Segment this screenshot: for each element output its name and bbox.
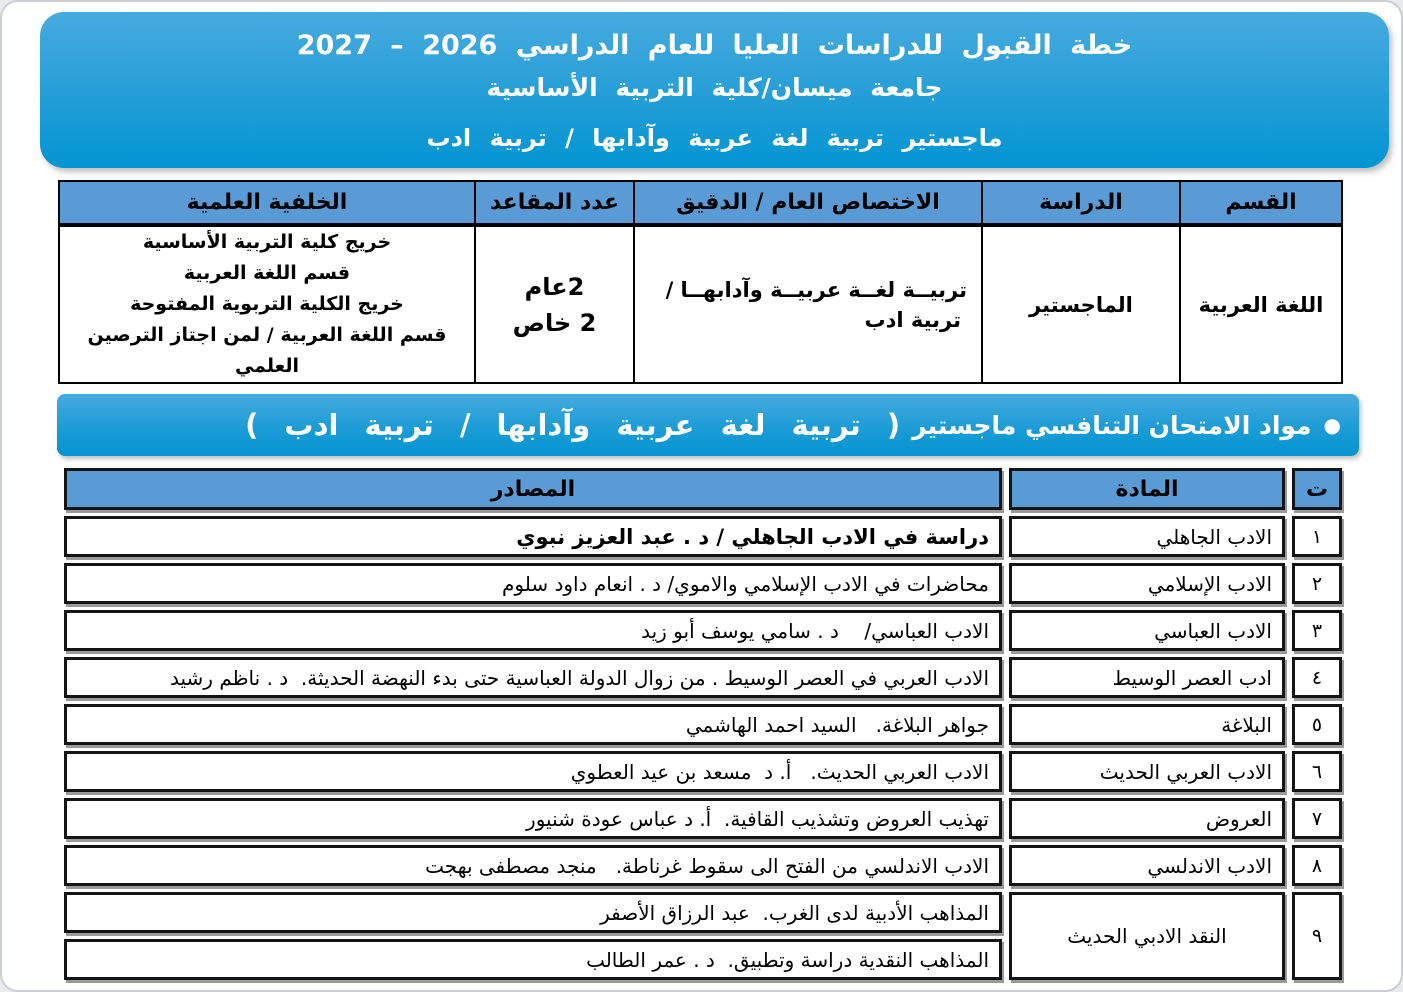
cell-department: اللغة العربية [1180, 225, 1342, 383]
row-number: ٨ [1292, 845, 1342, 886]
row-number: ٧ [1292, 798, 1342, 839]
table-row [64, 563, 1342, 604]
exam-subjects-banner [57, 394, 1359, 456]
source-cell: تهذيب العروض وتشذيب القافية. أ. د عباس عودة شنيور [64, 798, 1002, 839]
row-number: ٩ [1292, 892, 1342, 980]
bullet-icon: ● [1323, 413, 1341, 437]
row-number: ٥ [1292, 704, 1342, 745]
title-line-university: جامعة ميسان/كلية التربية الأساسية [486, 73, 943, 102]
table-row [64, 798, 1342, 839]
source-cell: محاضرات في الادب الإسلامي والاموي/ د . انعام داود سلوم [64, 563, 1002, 604]
header-specialization: الاختصاص العام / الدقيق [634, 181, 982, 225]
subject-cell: الادب الاندلسي [1009, 845, 1285, 886]
source-cell: المذاهب الأدبية لدى الغرب. عبد الرزاق الأصفر [64, 892, 1002, 933]
admission-table-header-row [59, 181, 1342, 225]
subject-cell: العروض [1009, 798, 1285, 839]
background-line-3: خريج الكلية التربوية المفتوحة [130, 293, 404, 315]
sources-table-header-row [64, 468, 1342, 510]
subject-cell: الادب الإسلامي [1009, 563, 1285, 604]
table-row [64, 657, 1342, 698]
header-subject: المادة [1009, 468, 1285, 510]
background-line-2: قسم اللغة العربية [183, 262, 351, 284]
background-line-4: قسم اللغة العربية / لمن اجتاز الترصين العلمي [87, 324, 447, 377]
source-cell: جواهر البلاغة. السيد احمد الهاشمي [64, 704, 1002, 745]
title-line-plan: خطة القبول للدراسات العليا للعام الدراسي 2026 – 2027 [296, 30, 1133, 61]
title-line-program: ماجستير تربية لغة عربية وآدابها / تربية ادب [426, 124, 1003, 152]
source-cell: الادب العربي في العصر الوسيط . من زوال الدولة العباسية حتى بدء النهضة الحديثة. د . ناظم رشيد [64, 657, 1002, 698]
source-cell: الادب العربي الحديث. أ. د مسعد بن عيد العطوي [64, 751, 1002, 792]
specialization-line1: تربيــة لغــة عربيــة وآدابهــا / [665, 277, 967, 302]
row-number: ٣ [1292, 610, 1342, 651]
cell-study: الماجستير [982, 225, 1180, 383]
cell-seats [475, 225, 634, 383]
specialization-line2: تربية ادب [864, 307, 961, 332]
subject-cell: الادب العربي الحديث [1009, 751, 1285, 792]
exam-banner-label: مواد الامتحان التنافسي ماجستير [912, 410, 1312, 440]
source-cell: الادب الاندلسي من الفتح الى سقوط غرناطة. منجد مصطفى بهجت [64, 845, 1002, 886]
admission-table [58, 180, 1343, 384]
table-row [64, 704, 1342, 745]
header-number: ت [1292, 468, 1342, 510]
header-seats: عدد المقاعد [475, 181, 634, 225]
seats-general: 2عام [524, 272, 585, 301]
row-number: ٢ [1292, 563, 1342, 604]
admission-table-row [59, 225, 1342, 383]
sources-table [57, 462, 1349, 986]
subject-cell: ادب العصر الوسيط [1009, 657, 1285, 698]
table-row [64, 845, 1342, 886]
title-banner [40, 12, 1389, 168]
table-row [64, 751, 1342, 792]
source-cell: المذاهب النقدية دراسة وتطبيق. د . عمر الطالب [64, 939, 1002, 980]
header-study: الدراسة [982, 181, 1180, 225]
subject-cell: الادب الجاهلي [1009, 516, 1285, 557]
subject-cell: البلاغة [1009, 704, 1285, 745]
table-row [64, 610, 1342, 651]
subject-cell: النقد الادبي الحديث [1009, 892, 1285, 980]
table-row [64, 516, 1342, 557]
header-sources: المصادر [64, 468, 1002, 510]
row-number: ١ [1292, 516, 1342, 557]
cell-background [59, 225, 475, 383]
source-cell: الادب العباسي/ د . سامي يوسف أبو زيد [64, 610, 1002, 651]
row-number: ٤ [1292, 657, 1342, 698]
header-department: القسم [1180, 181, 1342, 225]
table-row [64, 892, 1342, 933]
exam-banner-program: ( تربية لغة عربية وآدابها / تربية ادب ) [245, 408, 901, 442]
background-line-1: خريج كلية التربية الأساسية [142, 231, 392, 253]
row-number: ٦ [1292, 751, 1342, 792]
header-background: الخلفية العلمية [59, 181, 475, 225]
cell-specialization [634, 225, 982, 383]
seats-private: 2 خاص [512, 308, 597, 337]
source-cell: دراسة في الادب الجاهلي / د . عبد العزيز نبوي [64, 516, 1002, 557]
subject-cell: الادب العباسي [1009, 610, 1285, 651]
